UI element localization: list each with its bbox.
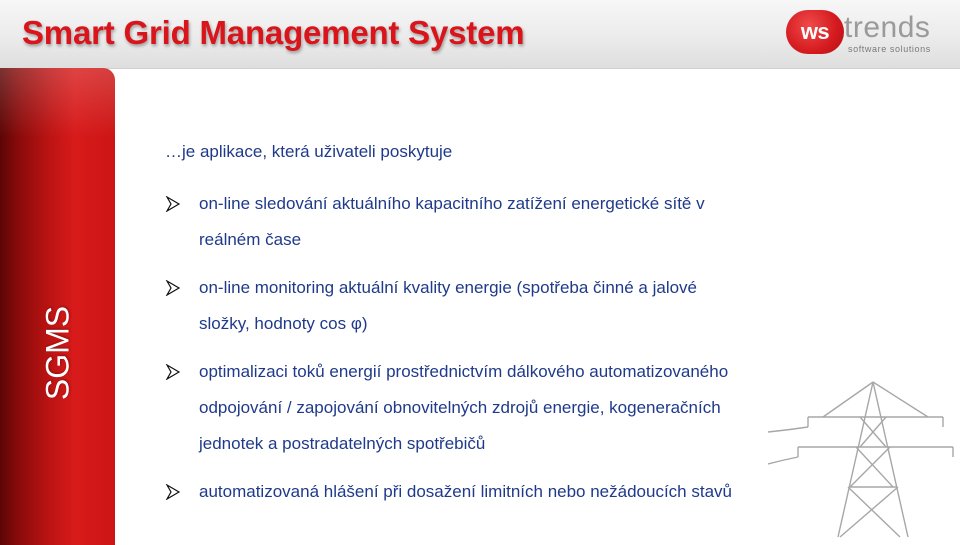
bullet-line: on-line sledování aktuálního kapacitního zatížení energetické sítě v xyxy=(199,194,705,213)
intro-text: …je aplikace, která uživateli poskytuje xyxy=(165,142,453,161)
bullet-line: složky, hodnoty cos φ) xyxy=(199,314,368,333)
bullet-line: optimalizaci toků energií prostřednictvím dálkového automatizovaného xyxy=(199,362,729,381)
sidebar-label: SGMS xyxy=(39,305,76,401)
arrow-bullet-icon xyxy=(165,364,181,380)
bullet-line: jednotek a postradatelných spotřebičů xyxy=(199,434,486,453)
bullet-item xyxy=(165,474,845,510)
logo-badge: ws xyxy=(786,10,844,54)
slide-header xyxy=(0,0,960,69)
bullet-line: odpojování / zapojování obnovitelných zdrojů energie, kogeneračních xyxy=(199,398,721,417)
bullet-item xyxy=(165,270,845,342)
company-logo xyxy=(786,10,946,56)
logo-wordmark: trends xyxy=(844,11,931,44)
arrow-bullet-icon xyxy=(165,280,181,296)
sidebar-gloss xyxy=(0,68,115,138)
bullet-line: reálném čase xyxy=(199,230,302,249)
bullet-list xyxy=(165,186,845,510)
arrow-bullet-icon xyxy=(165,484,181,500)
arrow-bullet-icon xyxy=(165,196,181,212)
bullet-item xyxy=(165,186,845,258)
slide-title: Smart Grid Management System xyxy=(22,14,525,51)
bullet-line: automatizovaná hlášení při dosažení limitních nebo nežádoucích stavů xyxy=(199,482,732,501)
power-pylon-icon xyxy=(768,372,958,542)
slide-body xyxy=(165,138,845,522)
bullet-item xyxy=(165,354,845,462)
bullet-line: on-line monitoring aktuální kvality energie (spotřeba činné a jalové xyxy=(199,278,698,297)
sidebar-band xyxy=(0,68,115,545)
logo-tagline: software solutions xyxy=(848,44,931,54)
